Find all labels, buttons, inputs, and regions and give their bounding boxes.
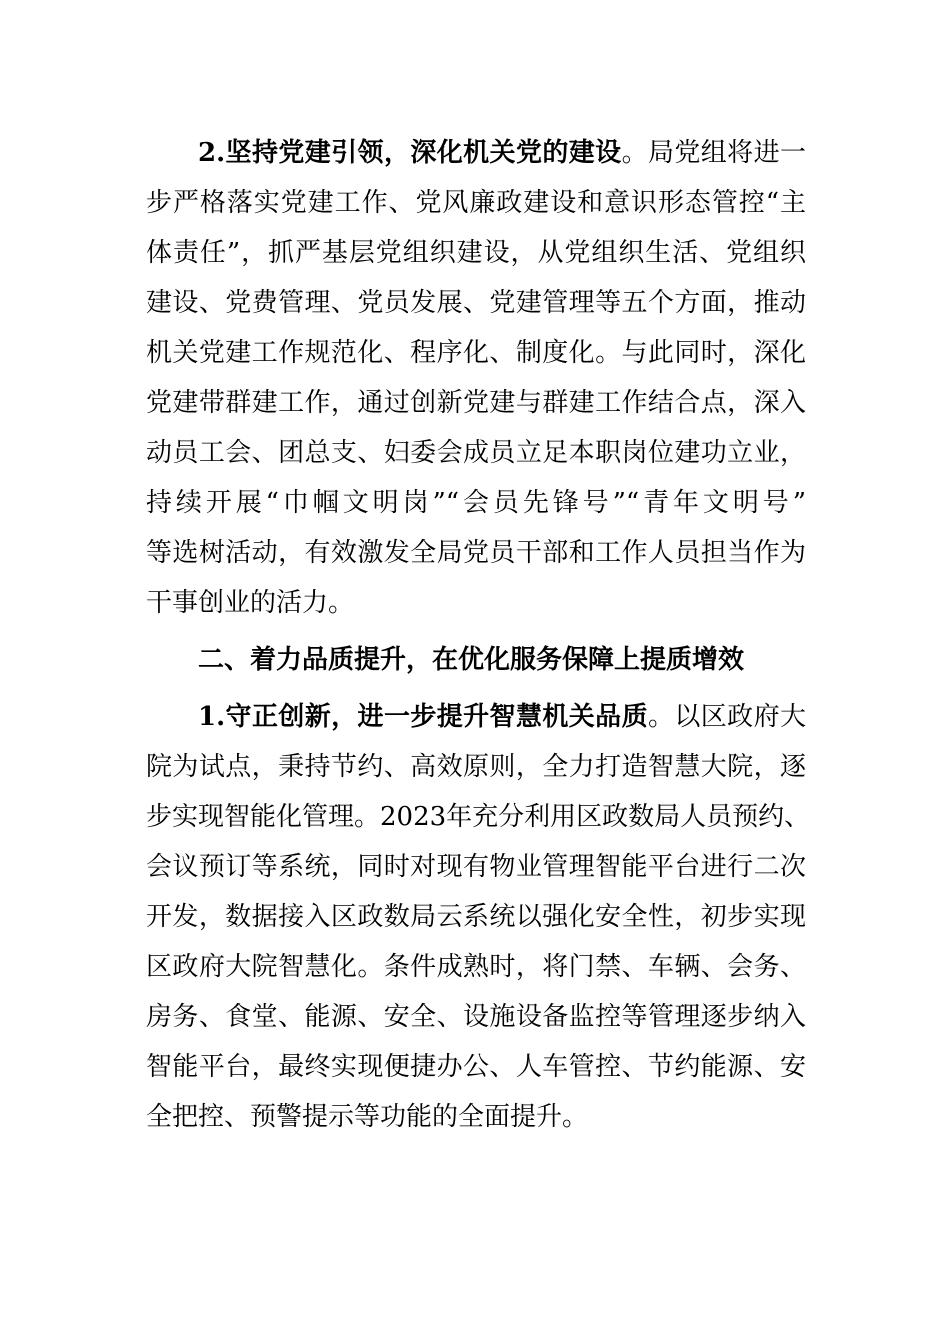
paragraph-line: 动员工会、团总支、妇委会成员立足本职岗位建功立业， <box>146 438 806 468</box>
paragraph-line: 区政府大院智慧化。条件成熟时，将门禁、车辆、会务、 <box>146 952 806 982</box>
paragraph-text: 。以区政府大 <box>647 702 806 732</box>
paragraph-line: 院为试点，秉持节约、高效原则，全力打造智慧大院，逐 <box>146 752 806 782</box>
paragraph-line: 建设、党费管理、党员发展、党建管理等五个方面，推动 <box>146 288 806 318</box>
paragraph-line: 智能平台，最终实现便捷办公、人车管控、节约能源、安 <box>146 1052 806 1082</box>
paragraph-line: 全把控、预警提示等功能的全面提升。 <box>146 1102 589 1132</box>
item-title: 2.坚持党建引领，深化机关党的建设 <box>198 138 622 168</box>
paragraph-line: 房务、食堂、能源、安全、设施设备监控等管理逐步纳入 <box>146 1002 806 1032</box>
paragraph-text: 。局党组将进一 <box>621 138 806 168</box>
paragraph-line: 会议预订等系统，同时对现有物业管理智能平台进行二次 <box>146 852 806 882</box>
item-title: 1.守正创新，进一步提升智慧机关品质 <box>198 702 648 732</box>
paragraph-line: 开发，数据接入区政数局云系统以强化安全性，初步实现 <box>146 902 806 932</box>
paragraph-line: 步实现智能化管理。2023年充分利用区政数局人员预约、 <box>146 802 811 832</box>
section-heading: 二、着力品质提升，在优化服务保障上提质增效 <box>198 645 745 675</box>
paragraph-line: 体责任”，抓严基层党组织建设，从党组织生活、党组织 <box>146 238 806 268</box>
paragraph-line: 干事创业的活力。 <box>146 588 355 618</box>
paragraph-line: 党建带群建工作，通过创新党建与群建工作结合点，深入 <box>146 388 806 418</box>
paragraph-line <box>198 136 806 170</box>
paragraph-line: 等选树活动，有效激发全局党员干部和工作人员担当作为 <box>146 538 806 568</box>
paragraph-line: 步严格落实党建工作、党风廉政建设和意识形态管控“主 <box>146 188 806 218</box>
paragraph-line <box>198 700 806 734</box>
paragraph-line: 机关党建工作规范化、程序化、制度化。与此同时，深化 <box>146 338 806 368</box>
paragraph-line: 持续开展“巾帼文明岗”“会员先锋号”“青年文明号” <box>146 488 806 518</box>
